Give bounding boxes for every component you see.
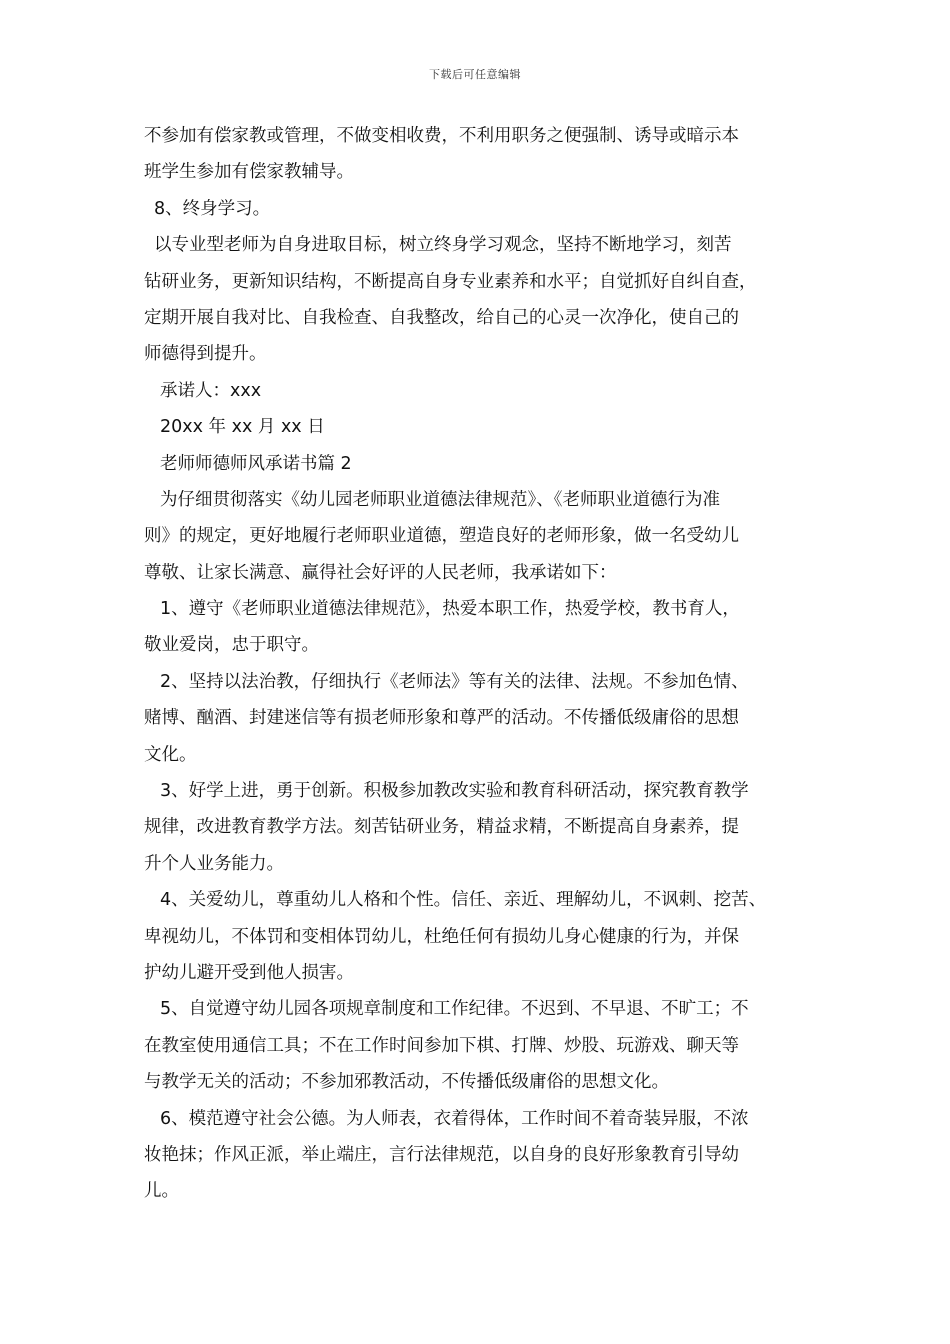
text-line: 敬业爱岗，忠于职守。 [144, 635, 319, 656]
list-item: 6、模范遵守社会公德。为人师表，衣着得体，工作时间不着奇装异服，不浓 [160, 1108, 749, 1129]
text-line: 师德得到提升。 [144, 344, 267, 365]
text-line: 在教室使用通信工具；不在工作时间参加下棋、打牌、炒股、玩游戏、聊天等 [144, 1035, 739, 1056]
text-line: 升个人业务能力。 [144, 853, 284, 874]
text-line: 钻研业务，更新知识结构，不断提高自身专业素养和水平；自觉抓好自纠自查， [144, 271, 757, 292]
list-item: 3、好学上进，勇于创新。积极参加教改实验和教育科研活动，探究教育教学 [160, 781, 749, 802]
text-line: 妆艳抹；作风正派，举止端庄，言行法律规范，以自身的良好形象教育引导幼 [144, 1144, 739, 1165]
text-line: 护幼儿避开受到他人损害。 [144, 962, 354, 983]
text-line: 赌博、酗酒、封建迷信等有损老师形象和尊严的活动。不传播低级庸俗的思想 [144, 708, 739, 729]
text-line: 定期开展自我对比、自我检查、自我整改，给自己的心灵一次净化，使自己的 [144, 307, 739, 328]
text-line: 为仔细贯彻落实《幼儿园老师职业道德法律规范》、《老师职业道德行为准 [160, 489, 720, 510]
text-line: 以专业型老师为自身进取目标，树立终身学习观念，坚持不断地学习，刻苦 [154, 235, 732, 256]
text-line: 规律，改进教育教学方法。刻苦钻研业务，精益求精，不断提高自身素养，提 [144, 817, 739, 838]
text-line: 卑视幼儿，不体罚和变相体罚幼儿，杜绝任何有损幼儿身心健康的行为，并保 [144, 926, 739, 947]
text-line: 文化。 [144, 744, 197, 765]
list-item: 4、关爱幼儿，尊重幼儿人格和个性。信任、亲近、理解幼儿，不讽刺、挖苦、 [160, 890, 767, 911]
page-header: 下载后可任意编辑 [429, 68, 521, 81]
text-line: 不参加有偿家教或管理，不做变相收费，不利用职务之便强制、诱导或暗示本 [144, 126, 739, 146]
document-body [144, 118, 824, 1210]
signatory-line: 承诺人：xxx [160, 380, 262, 401]
text-line: 尊敬、让家长满意、赢得社会好评的人民老师，我承诺如下： [144, 562, 617, 583]
section-heading: 8、终身学习。 [154, 198, 271, 219]
list-item: 2、坚持以法治教，仔细执行《老师法》等有关的法律、法规。不参加色情、 [160, 671, 749, 692]
text-line: 儿。 [144, 1181, 179, 1202]
section-title: 老师师德师风承诺书篇 2 [160, 453, 352, 474]
text-line: 则》的规定，更好地履行老师职业道德，塑造良好的老师形象，做一名受幼儿 [144, 526, 739, 547]
list-item: 1、遵守《老师职业道德法律规范》，热爱本职工作，热爱学校，教书育人， [160, 599, 740, 620]
date-line: 20xx 年 xx 月 xx 日 [160, 417, 325, 438]
list-item: 5、自觉遵守幼儿园各项规章制度和工作纪律。不迟到、不早退、不旷工；不 [160, 999, 749, 1020]
text-line: 班学生参加有偿家教辅导。 [144, 162, 354, 183]
text-line: 与教学无关的活动；不参加邪教活动，不传播低级庸俗的思想文化。 [144, 1072, 669, 1093]
